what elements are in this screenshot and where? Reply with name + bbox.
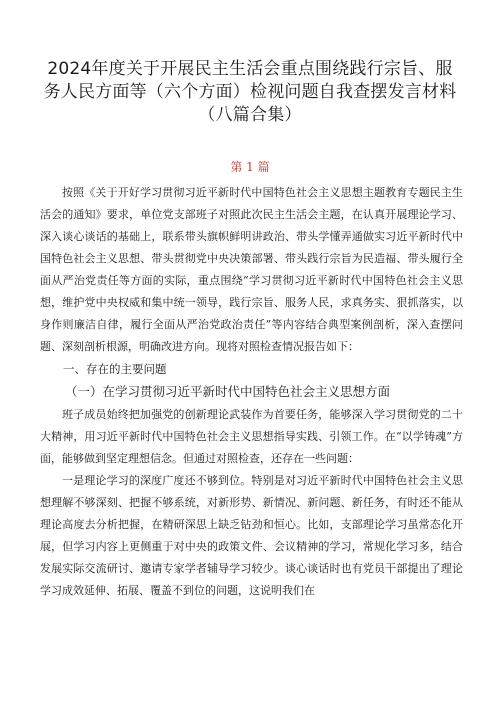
document-body [40, 182, 463, 602]
intro-paragraph: 按照《关于开好学习贯彻习近平新时代中国特色社会主义思想主题教育专题民主生活会的通知》要求，单位党支部班子对照此次民主生活会主题，在认真开展理论学习、深入谈心谈话的基础上，联系带头旗帜鲜明讲政治、带头学懂弄通做实习近平新时代中国特色社会主义思想、带头贯彻党中央决策部署、带头践行宗旨为民造福、带头履行全面从严治党责任等方面的实际，重点围绕“学习贯彻习近平新时代中国特色社会主义思想，维护党中央权威和集中统一领导，践行宗旨、服务人民，求真务实、狠抓落实，以身作则廉洁自律，履行全面从严治党政治责任”等内容结合典型案例剖析，深入查摆问题、深刻剖析根源，明确改进方向。现将对照检查情况报告如下： [40, 186, 463, 353]
section-heading: 一、存在的主要问题 [63, 362, 167, 376]
document-title: 2024年度关于开展民主生活会重点围绕践行宗旨、服务人民方面等（六个方面）检视问题自我查摆发言材料（八篇合集） [43, 59, 457, 125]
subsection-heading: （一）在学习贯彻习近平新时代中国特色社会主义思想方面 [65, 384, 391, 399]
chapter-label: 第 1 篇 [230, 160, 270, 174]
body-paragraph: 一是理论学习的深度广度还不够到位。特别是对习近平新时代中国特色社会主义思想理解不够深刻、把握不够系统，对新形势、新情况、新问题、新任务，有时还不能从理论高度去分析把握，在精研深思上缺乏钻劲和恒心。比如，支部理论学习虽常态化开展，但学习内容上更侧重于对中央的政策文件、会议精神的学习，常规化学习多，结合发展实际交流研讨、邀请专家学者辅导学习较少。谈心谈话时也有党员干部提出了理论学习成效延伸、拓展、覆盖不到位的问题，这说明我们在 [40, 474, 463, 597]
body-paragraph: 班子成员始终把加强党的创新理论武装作为首要任务，能够深入学习贯彻党的二十大精神，用习近平新时代中国特色社会主义思想指导实践、引领工作。在“以学铸魂”方面，能够做到坚定理想信念。但通过对照检查，还存在一些问题： [40, 408, 463, 465]
